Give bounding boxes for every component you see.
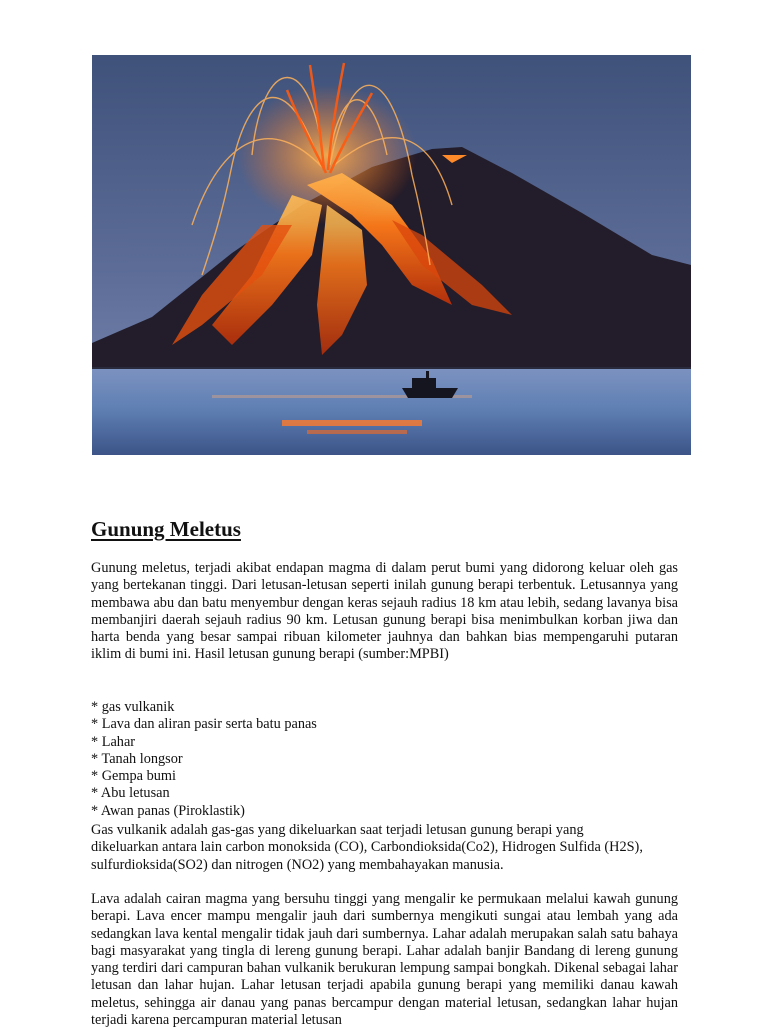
list-item: * Awan panas (Piroklastik) bbox=[91, 802, 245, 819]
list-item: * Abu letusan bbox=[91, 785, 170, 802]
volcano-eruption-photo bbox=[92, 55, 691, 455]
article-title: Gunung Meletus bbox=[91, 517, 241, 541]
sea bbox=[92, 363, 691, 455]
list-item: * Tanah longsor bbox=[91, 750, 183, 767]
list-item: * Lava dan aliran pasir serta batu panas bbox=[91, 716, 317, 733]
text-line: dikeluarkan antara lain carbon monoksida (CO), Carbondioksida(Co2), Hidrogen Sulfida (H2S), bbox=[91, 839, 643, 856]
intro-paragraph: Gunung meletus, terjadi akibat endapan magma di dalam perut bumi yang didorong keluar oleh gas yang bertekanan tinggi. Dari letusan-letusan seperti inilah gunung berapi terbentuk. Letusannya yang membawa abu dan batu menyembur dengan keras sejauh radius 18 km atau lebih, sedang lavanya bisa membanjiri daerah sejauh radius 90 km. Letusan gunung berapi bisa menimbulkan korban jiwa dan harta benda yang besar sampai ribuan kilometer jauhnya dan bahkan bias mempengaruhi putaran iklim di bumi ini. Hasil letusan gunung berapi (sumber:MPBI) bbox=[91, 560, 678, 663]
text-line: Gas vulkanik adalah gas-gas yang dikeluarkan saat terjadi letusan gunung berapi yang bbox=[91, 822, 584, 838]
volcano-eruption-illustration bbox=[92, 55, 691, 455]
list-item: * Lahar bbox=[91, 733, 136, 750]
gas-paragraph bbox=[91, 822, 678, 874]
text-line: sulfurdioksida(SO2) dan nitrogen (NO2) yang membahayakan manusia. bbox=[91, 856, 504, 873]
eruption-glow bbox=[237, 85, 417, 225]
list-item: * Gempa bumi bbox=[91, 768, 176, 785]
lava-lahar-paragraph: Lava adalah cairan magma yang bersuhu tinggi yang mengalir ke permukaan melalui kawah gunung berapi. Lava encer mampu mengalir jauh dari sumbernya mengikuti sungai atau lembah yang ada sedangkan lava kental mengalir tidak jauh dari sumbernya. Lahar adalah merupakan salah satu bahaya bagi masyarakat yang tingla di lereng gunung berapi. Lahar adalah banjir Bandang di lereng gunung yang terdiri dari campuran bahan vulkanik berukuran lempung sampai bongkah. Dikenal sebagai lahar letusan dan lahar hujan. Lahar letusan terjadi apabila gunung berapi yang memiliki danau kawah meletus, sehingga air danau yang panas bercampur dengan material letusan, sedangkan lahar hujan terjadi karena percampuran material letusan bbox=[91, 891, 678, 1029]
list-item: * gas vulkanik bbox=[91, 699, 175, 715]
hazard-list bbox=[91, 699, 678, 820]
